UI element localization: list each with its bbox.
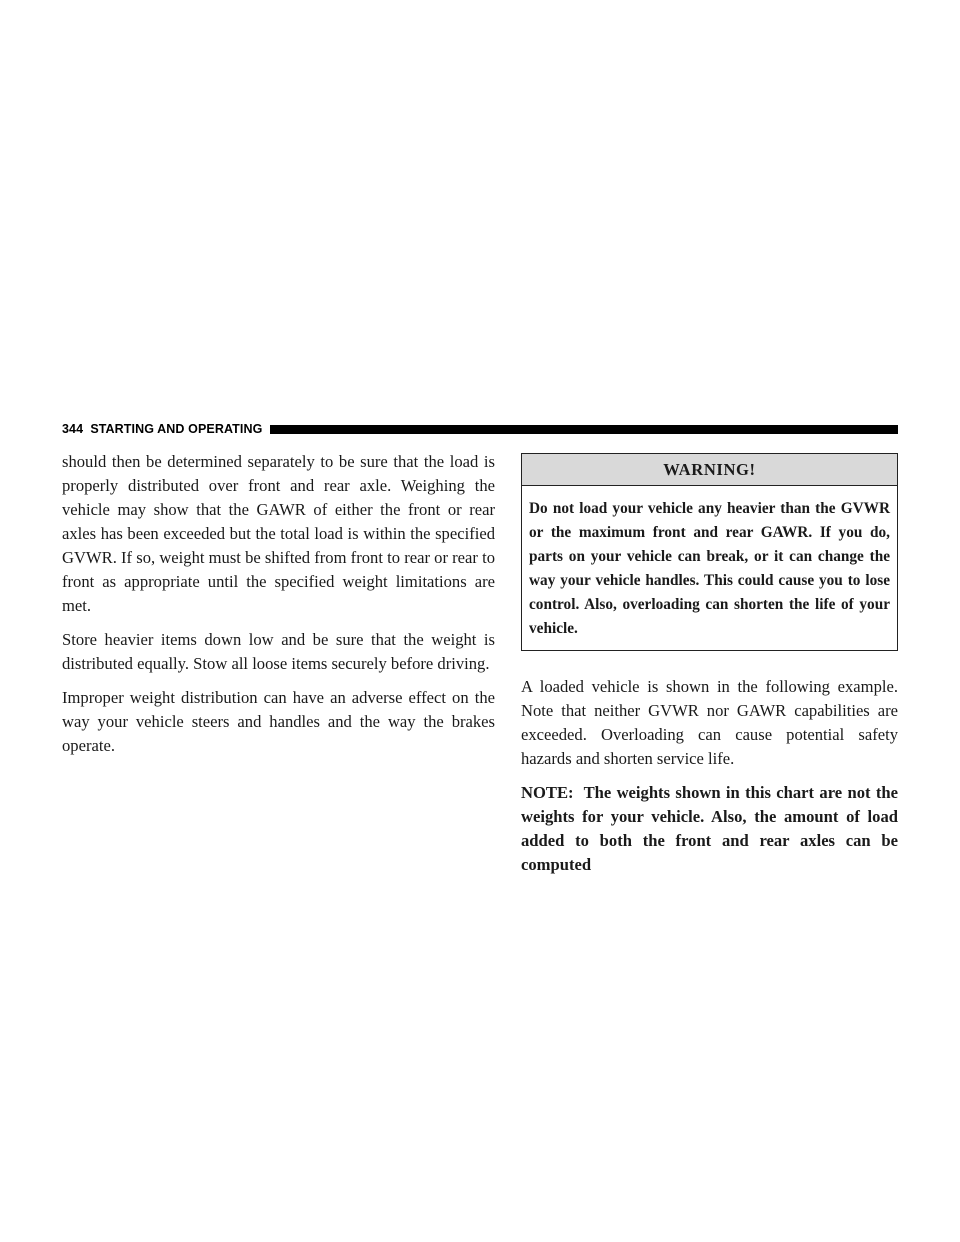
paragraph-weight-distribution: should then be determined separately to be sure that the load is properly distributed over front and rear axle. Weighing the vehicle may show that the GAWR of either the front or rear axles has been exceeded but the total load is within the specified GVWR. If so, weight must be shifted from front to rear or rear to front as appropriate until the specified weight limitations are met. bbox=[62, 452, 495, 615]
section-title: STARTING AND OPERATING bbox=[90, 422, 263, 436]
note-text: The weights shown in this chart are not the weights for your vehicle. Also, the amount of load added to both the front and rear axles can be computed bbox=[521, 783, 898, 874]
page-number: 344 bbox=[62, 422, 84, 436]
header-rule bbox=[270, 425, 898, 434]
note-paragraph bbox=[521, 781, 898, 877]
header-label bbox=[62, 422, 270, 436]
paragraph-store-heavier-items: Store heavier items down low and be sure that the weight is distributed equally. Stow all loose items securely before driving. bbox=[62, 630, 495, 673]
right-column bbox=[521, 450, 898, 887]
warning-box bbox=[521, 453, 898, 651]
warning-text: Do not load your vehicle any heavier than the GVWR or the maximum front and rear GAWR. If you do, parts on your vehicle can break, or it can change the way your vehicle handles. This could cause you to lose control. Also, overloading can shorten the life of your vehicle. bbox=[529, 500, 890, 637]
page-header bbox=[62, 421, 898, 437]
paragraph-loaded-vehicle: A loaded vehicle is shown in the following example. Note that neither GVWR nor GAWR capabilities are exceeded. Overloading can cause potential safety hazards and shorten service life. bbox=[521, 677, 898, 768]
paragraph-improper-distribution: Improper weight distribution can have an adverse effect on the way your vehicle steers and handles and the way the brakes operate. bbox=[62, 688, 495, 755]
note-label: NOTE: bbox=[521, 783, 574, 802]
left-column bbox=[62, 450, 495, 768]
warning-title: WARNING! bbox=[522, 454, 897, 486]
